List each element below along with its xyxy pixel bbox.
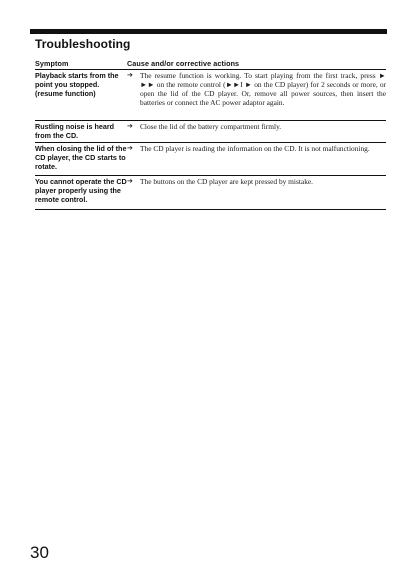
cause-text: The resume function is working. To start playing from the first track, press ► ►► on the remote control (►►I ► on the CD player) for 2 seconds or more, or open the lid of the CD player. Or, remove all power sources, then insert the batteries or connect the AC power adaptor again. [140, 71, 386, 107]
cause-text: Close the lid of the battery compartment firmly. [140, 122, 282, 131]
symptom-cell: Playback starts from the point you stopped. (resume function) [35, 71, 119, 98]
table-row [35, 70, 386, 121]
page-number: 30 [30, 543, 49, 562]
cause-cell [127, 70, 386, 120]
cause-text: The CD player is reading the information on the CD. It is not malfunctioning. [140, 144, 370, 153]
symptom-cell: When closing the lid of the CD player, the CD starts to rotate. [35, 144, 127, 171]
top-rule [30, 29, 387, 34]
arrow-icon: ➔ [127, 122, 133, 130]
table-header [35, 58, 386, 70]
cause-cell [127, 143, 386, 175]
cause-text: The buttons on the CD player are kept pressed by mistake. [140, 177, 314, 186]
section-title: Troubleshooting [35, 37, 131, 51]
header-symptom: Symptom [35, 59, 69, 68]
symptom-cell: You cannot operate the CD player properly using the remote control. [35, 177, 127, 204]
table-row [35, 121, 386, 143]
table-row [35, 143, 386, 176]
header-cause: Cause and/or corrective actions [127, 59, 240, 68]
troubleshooting-table [35, 58, 386, 210]
symptom-cell: Rustling noise is heard from the CD. [35, 122, 115, 140]
table-row [35, 176, 386, 210]
cause-cell [127, 176, 386, 209]
arrow-icon: ➔ [127, 144, 133, 152]
arrow-icon: ➔ [127, 71, 133, 79]
arrow-icon: ➔ [127, 177, 133, 185]
cause-cell [127, 121, 386, 142]
